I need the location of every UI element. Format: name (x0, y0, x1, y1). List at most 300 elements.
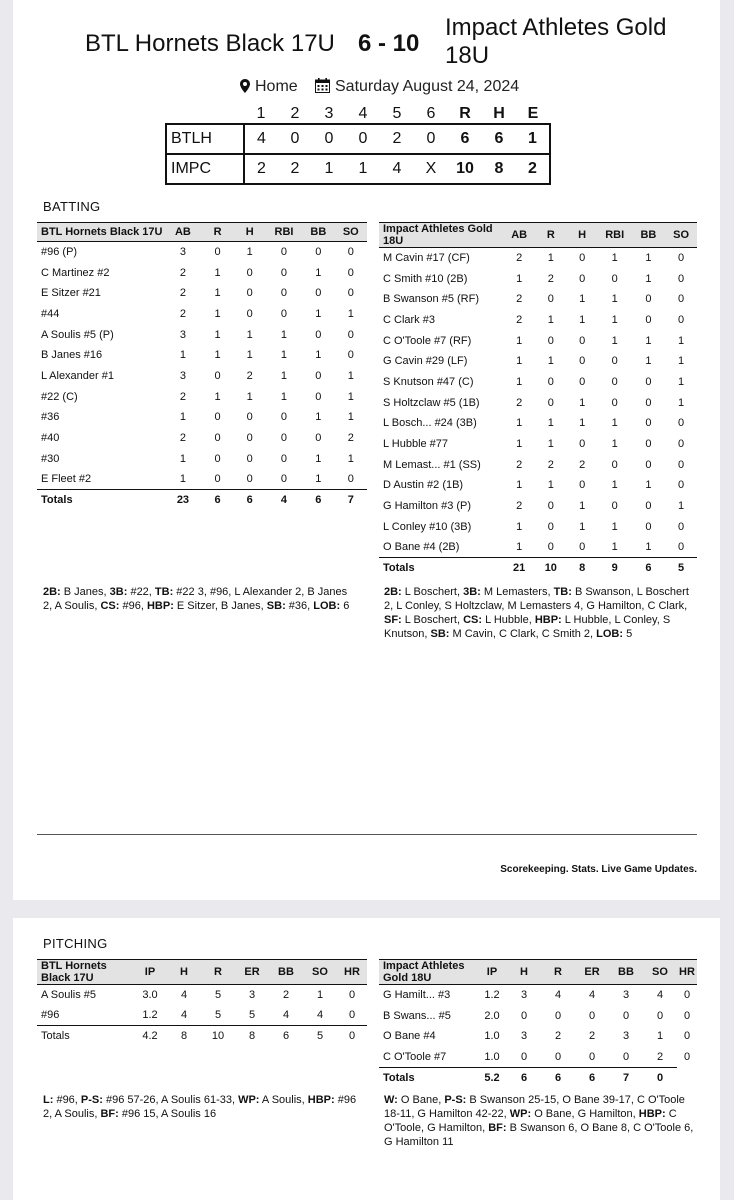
stat-cell: 1.0 (484, 1030, 500, 1043)
player-name: E Sitzer #21 (41, 287, 101, 300)
stat-cell: 2.0 (484, 1009, 500, 1022)
stat-cell: 1 (347, 369, 354, 382)
stat-cell: 5 (214, 1009, 222, 1022)
stat-cell: 0 (347, 266, 354, 279)
table-row (379, 413, 697, 434)
player-name: #44 (41, 307, 60, 320)
table-row (379, 310, 697, 331)
note-text: L Hubble, L Conley, S Knutson, (384, 614, 671, 640)
player-name: C Martinez #2 (41, 266, 110, 279)
stat-cell: 0 (683, 1009, 691, 1022)
note-label: W: (384, 1094, 398, 1106)
stat-cell: 0 (246, 473, 253, 486)
stat-cell: 1 (678, 396, 685, 409)
stat-cell: 1 (316, 989, 324, 1002)
stat-cell: 0 (547, 500, 554, 513)
inning-score: 2 (244, 154, 278, 184)
table-row (379, 351, 697, 372)
player-name: S Knutson #47 (C) (383, 375, 474, 388)
inning-score: 0 (414, 124, 448, 154)
stat-cell: 0 (678, 293, 685, 306)
stat-column-header: BB (632, 223, 666, 248)
totals-cell: 6 (507, 1067, 541, 1088)
stat-cell: 0 (678, 438, 685, 451)
player-name: #40 (41, 432, 60, 445)
stat-cell: 0 (315, 390, 322, 403)
note-label: HBP: (146, 600, 174, 612)
stat-cell: 1 (315, 307, 322, 320)
stat-cell: 1 (179, 473, 186, 486)
inning-score: 4 (380, 154, 414, 184)
stat-cell: 0 (678, 252, 685, 265)
hits-total: 8 (482, 154, 516, 184)
stat-cell: 0 (622, 1050, 630, 1063)
stat-cell: 1 (315, 411, 322, 424)
totals-cell: 0 (643, 1067, 677, 1088)
stat-cell: 1 (547, 438, 554, 451)
location-pin-icon (240, 79, 250, 93)
stat-cell: 2 (179, 432, 186, 445)
table-row (379, 475, 697, 496)
stat-cell: 0 (214, 473, 221, 486)
stat-cell: 0 (611, 396, 618, 409)
stat-cell: 0 (611, 355, 618, 368)
stat-cell: 1 (315, 266, 322, 279)
stat-cell: 0 (678, 541, 685, 554)
stat-cell: 0 (246, 432, 253, 445)
home-batting-notes (43, 585, 358, 613)
note-label: SB: (430, 628, 450, 640)
note-label: TB: (553, 586, 572, 598)
note-text: #36, (285, 600, 314, 612)
note-text: M Lemasters, (480, 586, 554, 598)
game-date (315, 78, 519, 96)
totals-cell: 5 (303, 1026, 337, 1047)
stat-cell: 0 (611, 272, 618, 285)
stat-cell: 4 (316, 1009, 324, 1022)
stat-cell: 0 (579, 541, 586, 554)
note-text: L Hubble, (482, 614, 535, 626)
note-label: WP: (509, 1108, 532, 1120)
stat-cell: 0 (611, 500, 618, 513)
stat-cell: 0 (280, 307, 288, 320)
stat-cell: 1 (611, 417, 618, 430)
stat-cell: 0 (622, 1009, 630, 1022)
stat-cell: 1 (214, 287, 221, 300)
stat-cell: 1 (611, 252, 618, 265)
stat-cell: 1 (678, 334, 685, 347)
linescore-team: IMPC (166, 154, 244, 184)
totals-cell: 6 (269, 1026, 303, 1047)
player-name: #96 (41, 1009, 60, 1022)
stat-cell: 1 (179, 349, 186, 362)
note-text: A Soulis, (259, 1094, 308, 1106)
stat-cell: 1 (280, 328, 288, 341)
stat-cell: 0 (579, 334, 586, 347)
stat-column-header: RBI (266, 223, 302, 242)
stat-column-header: IP (133, 960, 167, 985)
table-row (379, 496, 697, 517)
stat-cell: 2 (516, 500, 523, 513)
table-row (37, 366, 367, 387)
stat-cell: 1 (246, 349, 253, 362)
stat-cell: 3 (520, 989, 528, 1002)
player-name: M Lemast... #1 (SS) (383, 458, 481, 471)
note-label: L: (43, 1094, 54, 1106)
away-team-name: Impact Athletes Gold 18U (445, 14, 667, 69)
stat-column-header: HR (337, 960, 367, 985)
stat-cell: 1 (579, 396, 586, 409)
stat-cell: 0 (347, 246, 354, 259)
stat-cell: 0 (683, 989, 691, 1002)
stat-cell: 3 (520, 1030, 528, 1043)
stat-cell: 0 (315, 328, 322, 341)
stat-cell: 1 (579, 313, 586, 326)
stat-cell: 1.2 (142, 1009, 158, 1022)
team-column-header: Impact Athletes Gold 18U (379, 223, 503, 248)
stat-cell: 0 (656, 1009, 664, 1022)
stat-cell: 0 (678, 272, 685, 285)
stat-cell: 1 (347, 307, 354, 320)
inning-score: 0 (346, 124, 380, 154)
stat-cell: 0 (554, 1050, 562, 1063)
stat-cell: 2 (179, 390, 186, 403)
stat-cell: 1 (280, 349, 288, 362)
stat-cell: 0 (315, 432, 322, 445)
stat-cell: 4 (180, 1009, 188, 1022)
note-label: BF: (100, 1108, 119, 1120)
note-label: LOB: (596, 628, 624, 640)
stat-cell: 1 (347, 411, 354, 424)
stat-cell: 1 (547, 313, 554, 326)
stat-cell: 0 (214, 246, 221, 259)
player-name: A Soulis #5 (P) (41, 328, 114, 341)
player-name: O Bane #4 (2B) (383, 541, 460, 554)
stat-cell: 1 (179, 411, 186, 424)
stat-cell: 5 (214, 989, 222, 1002)
stat-cell: 0 (214, 369, 221, 382)
table-row (37, 324, 367, 345)
stat-cell: 1 (214, 390, 221, 403)
stat-column-header: SO (665, 223, 697, 248)
stat-column-header: H (507, 960, 541, 985)
table-row (379, 434, 697, 455)
totals-cell: 5.2 (477, 1067, 507, 1088)
hits-header: H (493, 104, 505, 122)
stat-cell: 0 (315, 246, 322, 259)
stat-cell: 1 (516, 541, 523, 554)
stat-cell: 1 (179, 452, 186, 465)
note-label: LOB: (313, 600, 341, 612)
stat-cell: 0 (547, 520, 554, 533)
linescore-team: BTLH (166, 124, 244, 154)
stat-cell: 0 (214, 411, 221, 424)
table-row (37, 345, 367, 366)
stat-cell: 0 (520, 1009, 528, 1022)
player-name: C Clark #3 (383, 313, 435, 326)
home-batting-table (37, 222, 367, 510)
linescore-header (166, 104, 550, 124)
stat-cell: 0 (246, 287, 253, 300)
stat-cell: 1 (579, 500, 586, 513)
totals-label: Totals (37, 1026, 133, 1047)
stat-cell: 0 (645, 500, 652, 513)
note-text: L Boschert, (401, 614, 464, 626)
note-text: E Sitzer, B Janes, (173, 600, 267, 612)
stat-cell: 0 (579, 355, 586, 368)
table-row (379, 330, 697, 351)
stat-cell: 0 (645, 438, 652, 451)
inning-header: 2 (290, 104, 300, 122)
stat-cell: 1.0 (484, 1050, 500, 1063)
table-row (379, 248, 697, 269)
totals-row (379, 558, 697, 579)
table-row (379, 1026, 697, 1047)
away-batting-table (379, 222, 697, 579)
stat-cell: 0 (645, 396, 652, 409)
table-row (37, 407, 367, 428)
player-name: #36 (41, 411, 60, 424)
stat-cell: 1.2 (484, 989, 500, 1002)
player-name: L Alexander #1 (41, 369, 114, 382)
team-column-header: BTL Hornets Black 17U (37, 960, 133, 985)
stat-cell: 1 (214, 307, 221, 320)
stat-cell: 3 (179, 246, 186, 259)
note-text: B Swanson, L Boschert 2, L Conley, S Holtzclaw, M Lemasters 4, G Hamilton, C Clark, (384, 586, 689, 612)
stat-cell: 1 (611, 438, 618, 451)
note-text: #96 15, A Soulis 16 (118, 1108, 217, 1120)
stat-cell: 1 (611, 313, 618, 326)
stat-cell: 0 (347, 349, 354, 362)
errors-total: 2 (516, 154, 550, 184)
linescore-row-away (166, 154, 550, 184)
note-text: M Cavin, C Clark, C Smith 2, (449, 628, 597, 640)
away-pitching-notes (384, 1093, 694, 1149)
stat-column-header: BB (609, 960, 643, 985)
table-header-row (37, 960, 367, 985)
stat-cell: 3 (248, 989, 256, 1002)
stat-column-header: H (567, 223, 598, 248)
totals-cell: 0 (337, 1026, 367, 1047)
location-label: Home (255, 78, 298, 95)
box-score-page-1 (13, 0, 720, 900)
stat-cell: 0 (683, 1030, 691, 1043)
totals-row (37, 490, 367, 511)
totals-cell: 21 (503, 558, 535, 579)
stat-cell: 0 (547, 375, 554, 388)
stat-cell: 0 (547, 541, 554, 554)
stat-cell: 1 (645, 334, 652, 347)
table-row (37, 428, 367, 449)
stat-cell: 1 (645, 272, 652, 285)
stat-column-header: AB (503, 223, 535, 248)
stat-cell: 0 (645, 375, 652, 388)
runs-header: R (459, 104, 471, 122)
stat-cell: 2 (579, 458, 586, 471)
table-row (37, 283, 367, 304)
player-name: #30 (41, 452, 60, 465)
table-row (37, 262, 367, 283)
player-name: M Cavin #17 (CF) (383, 252, 470, 265)
stat-cell: 2 (547, 458, 554, 471)
note-label: P-S: (80, 1094, 103, 1106)
stat-cell: 1 (516, 520, 523, 533)
home-pitching-table (37, 959, 367, 1047)
stat-cell: 0 (280, 473, 288, 486)
stat-cell: 1 (516, 355, 523, 368)
inning-score: 0 (278, 124, 312, 154)
stat-column-header: SO (335, 223, 367, 242)
stat-column-header: IP (477, 960, 507, 985)
inning-score: X (414, 154, 448, 184)
inning-header: 4 (358, 104, 368, 122)
table-row (379, 516, 697, 537)
stat-cell: 1 (246, 328, 253, 341)
stat-cell: 5 (248, 1009, 256, 1022)
table-row (37, 242, 367, 263)
stat-cell: 1 (678, 355, 685, 368)
table-header-row (379, 223, 697, 248)
stat-cell: 4 (656, 989, 664, 1002)
stat-cell: 1 (315, 452, 322, 465)
hits-total: 6 (482, 124, 516, 154)
totals-label: Totals (379, 558, 503, 579)
stat-cell: 1 (645, 252, 652, 265)
pitching-section-title: PITCHING (43, 936, 108, 951)
note-label: HBP: (534, 614, 562, 626)
totals-cell: 6 (541, 1067, 575, 1088)
stat-cell: 0 (280, 287, 288, 300)
table-row (379, 289, 697, 310)
stat-cell: 0 (678, 520, 685, 533)
stat-cell: 4 (588, 989, 596, 1002)
stat-cell: 2 (282, 989, 290, 1002)
errors-header: E (527, 104, 539, 122)
stat-cell: 0 (280, 432, 288, 445)
stat-cell: 1 (280, 390, 288, 403)
stat-cell: 1 (516, 438, 523, 451)
stat-cell: 1 (611, 541, 618, 554)
stat-column-header: SO (643, 960, 677, 985)
stat-cell: 2 (516, 458, 523, 471)
stat-cell: 0 (683, 1050, 691, 1063)
stat-cell: 2 (516, 293, 523, 306)
stat-cell: 1 (611, 520, 618, 533)
stat-cell: 0 (348, 989, 356, 1002)
note-label: 2B: (43, 586, 61, 598)
stat-cell: 1 (516, 479, 523, 492)
stat-cell: 2 (516, 313, 523, 326)
totals-row (379, 1067, 697, 1088)
inning-header: 1 (256, 104, 266, 122)
player-name: L Bosch... #24 (3B) (383, 417, 477, 430)
stat-column-header: H (167, 960, 201, 985)
stat-cell: 2 (547, 272, 554, 285)
stat-cell: 1 (678, 500, 685, 513)
stat-cell: 3 (622, 989, 630, 1002)
table-row (37, 1005, 367, 1026)
stat-cell: 3 (622, 1030, 630, 1043)
player-name: E Fleet #2 (41, 473, 92, 486)
inning-score: 1 (312, 154, 346, 184)
table-row (379, 985, 697, 1006)
team-column-header: BTL Hornets Black 17U (37, 223, 164, 242)
away-pitching-table (379, 959, 697, 1088)
totals-cell: 9 (598, 558, 632, 579)
runs-total: 6 (448, 124, 482, 154)
stat-cell: 0 (246, 411, 253, 424)
totals-cell: 8 (167, 1026, 201, 1047)
stat-cell: 0 (611, 458, 618, 471)
stat-cell: 1 (579, 417, 586, 430)
footer-divider (37, 834, 697, 835)
player-name: L Conley #10 (3B) (383, 520, 472, 533)
player-name: S Holtzclaw #5 (1B) (383, 396, 480, 409)
stat-cell: 3 (179, 369, 186, 382)
stat-cell: 2 (554, 1030, 562, 1043)
stat-column-header: ER (575, 960, 609, 985)
stat-cell: 0 (547, 334, 554, 347)
stat-cell: 2 (516, 396, 523, 409)
stat-cell: 2 (347, 432, 354, 445)
table-row (379, 1047, 697, 1068)
stat-cell: 2 (179, 287, 186, 300)
stat-column-header: BB (302, 223, 334, 242)
note-label: BF: (488, 1122, 507, 1134)
note-text: #22, (127, 586, 155, 598)
stat-cell: 0 (579, 479, 586, 492)
stat-cell: 1 (611, 334, 618, 347)
stat-cell: 0 (347, 328, 354, 341)
stat-column-header: ER (235, 960, 269, 985)
stat-cell: 0 (348, 1009, 356, 1022)
linescore-row-home (166, 124, 550, 154)
stat-cell: 1 (656, 1030, 664, 1043)
calendar-icon (315, 78, 330, 93)
stat-cell: 2 (588, 1030, 596, 1043)
player-name: A Soulis #5 (41, 989, 97, 1002)
table-row (37, 985, 367, 1006)
note-label: CS: (463, 614, 483, 626)
stat-cell: 0 (645, 417, 652, 430)
totals-label: Totals (379, 1067, 477, 1088)
stat-column-header: H (234, 223, 266, 242)
stat-cell: 1 (347, 452, 354, 465)
note-label: 3B: (463, 586, 481, 598)
stat-cell: 0 (214, 432, 221, 445)
note-label: 2B: (384, 586, 402, 598)
stat-cell: 1 (214, 328, 221, 341)
linescore-table (165, 104, 551, 185)
player-name: B Swanson #5 (RF) (383, 293, 479, 306)
note-label: SB: (266, 600, 286, 612)
stat-cell: 4 (554, 989, 562, 1002)
table-header-row (37, 223, 367, 242)
table-row (379, 454, 697, 475)
totals-cell: 23 (164, 490, 201, 511)
stat-cell: 1 (678, 375, 685, 388)
inning-header: 5 (392, 104, 402, 122)
stat-column-header: R (201, 960, 235, 985)
note-text: O Bane, (397, 1094, 445, 1106)
note-text: #96 2, A Soulis, (43, 1094, 357, 1120)
note-text: B Swanson 6, O Bane 8, C O'Toole 6, G Hamilton 11 (384, 1122, 694, 1148)
stat-cell: 0 (214, 452, 221, 465)
totals-cell: 10 (201, 1026, 235, 1047)
stat-cell: 1 (246, 390, 253, 403)
note-label: WP: (238, 1094, 260, 1106)
totals-cell: 6 (202, 490, 234, 511)
